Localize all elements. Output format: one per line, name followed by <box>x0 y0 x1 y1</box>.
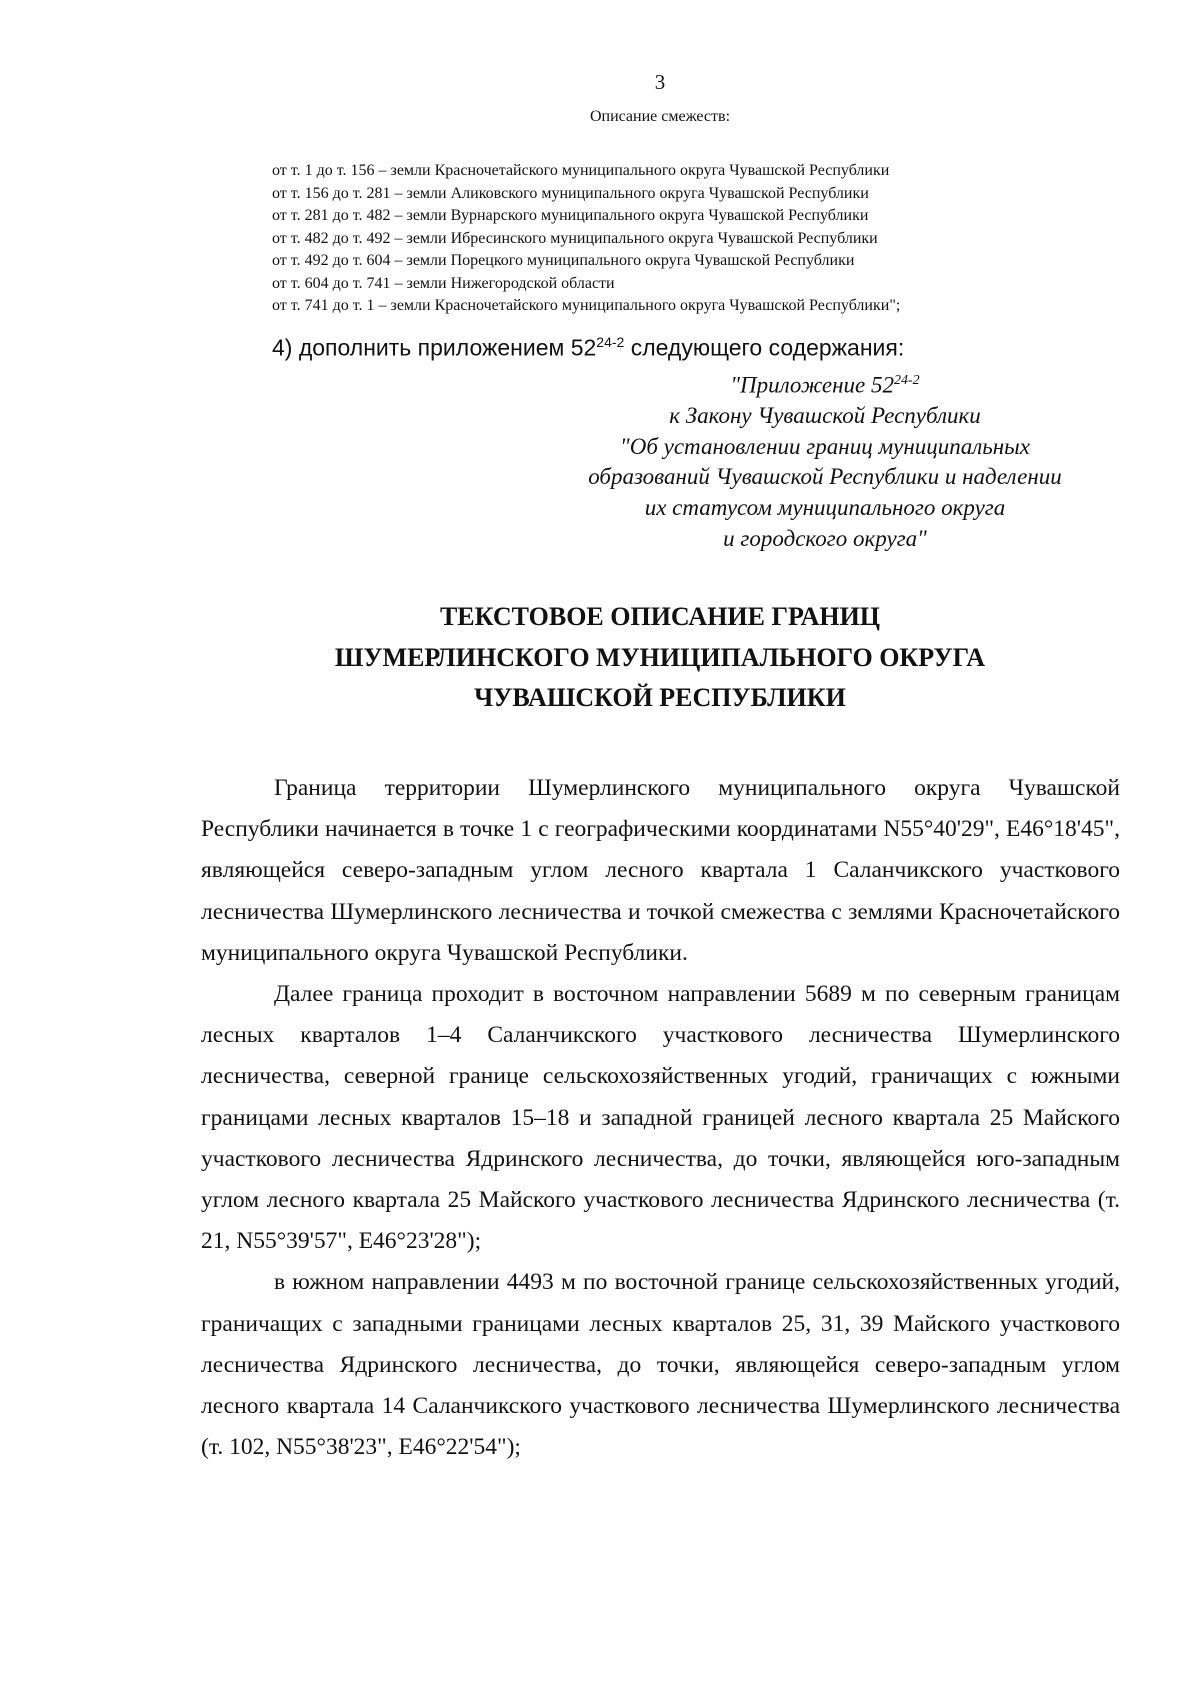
adjacency-item: от т. 281 до т. 482 – земли Вурнарского муниципального округа Чувашской Республики <box>272 207 869 224</box>
annex-header-line <box>540 366 1110 401</box>
annex-title: "Приложение 52 <box>730 372 894 398</box>
body-paragraph: в южном направлении 4493 м по восточной границе сельскохозяйственных угодий, граничащих с западными границами лесных кварталов 25, 31, 39 Майского участкового лесничества Ядринского лесничества, до точки, являющейся северо-западным углом лесного квартала 14 Саланчикского участкового лесничества Шумерлинского лесничества (т. 102, N55°38'23", E46°22'54"); <box>201 1269 1120 1461</box>
annex-header-line: "Об установлении границ муниципальных <box>620 433 1030 459</box>
annex-header-line: образований Чувашской Республики и наделении <box>588 464 1062 490</box>
amendment-instruction <box>272 327 1132 363</box>
instruction-text-start: 4) дополнить приложением 52 <box>272 334 597 361</box>
adjacency-item: от т. 1 до т. 156 – земли Красночетайского муниципального округа Чувашской Республики <box>272 162 890 179</box>
adjacency-item: от т. 156 до т. 281 – земли Аликовского муниципального округа Чувашской Республики <box>272 184 869 202</box>
adjacency-item: от т. 482 до т. 492 – земли Ибресинского муниципального округа Чувашской Республики <box>272 229 878 247</box>
instruction-superscript: 24-2 <box>596 334 625 350</box>
adjacency-list <box>272 160 1132 318</box>
body-paragraph: Граница территории Шумерлинского муниципального округа Чувашской Республики начинается в точке 1 с географическими координатами N55°40'29", E46°18'45", являющейся северо-западным углом лесного квартала 1 Саланчикского участкового лесничества Шумерлинского лесничества и точкой смежества с землями Красночетайского муниципального округа Чувашской Республики. <box>201 775 1120 966</box>
annex-header-line: к Закону Чувашской Республики <box>669 403 981 429</box>
adjacency-title: Описание смежеств: <box>589 108 731 125</box>
instruction-text-end: следующего содержания: <box>624 334 905 361</box>
body-paragraph: Далее граница проходит в восточном направлении 5689 м по северным границам лесных кварталов 1–4 Саланчикского участкового лесничества Шумерлинского лесничества, северной границе сельскохозяйственных угодий, граничащих с южными границами лесных кварталов 15–18 и западной границей лесного квартала 25 Майского участкового лесничества Ядринского лесничества, до точки, являющейся юго-западным углом лесного квартала 25 Майского участкового лесничества Ядринского лесничества (т. 21, N55°39'57", E46°23'28"); <box>201 981 1120 1255</box>
annex-header-line: их статусом муниципального округа <box>644 495 1006 521</box>
adjacency-item: от т. 741 до т. 1 – земли Красночетайского муниципального округа Чувашской Республики"; <box>272 297 901 314</box>
annex-superscript: 24-2 <box>894 373 920 388</box>
document-title-line: ТЕКСТОВОЕ ОПИСАНИЕ ГРАНИЦ <box>439 602 881 631</box>
adjacency-item: от т. 604 до т. 741 – земли Нижегородской области <box>272 274 615 292</box>
annex-header <box>540 366 1110 554</box>
adjacency-item: от т. 492 до т. 604 – земли Порецкого муниципального округа Чувашской Республики <box>272 252 855 269</box>
body-text <box>201 768 1120 1468</box>
document-title-line: ШУМЕРЛИНСКОГО МУНИЦИПАЛЬНОГО ОКРУГА <box>334 642 986 672</box>
document-title-line: ЧУВАШСКОЙ РЕСПУБЛИКИ <box>474 683 846 712</box>
annex-header-line: и городского округа" <box>723 525 927 551</box>
page-number: 3 <box>654 70 666 94</box>
document-title <box>0 597 1200 719</box>
